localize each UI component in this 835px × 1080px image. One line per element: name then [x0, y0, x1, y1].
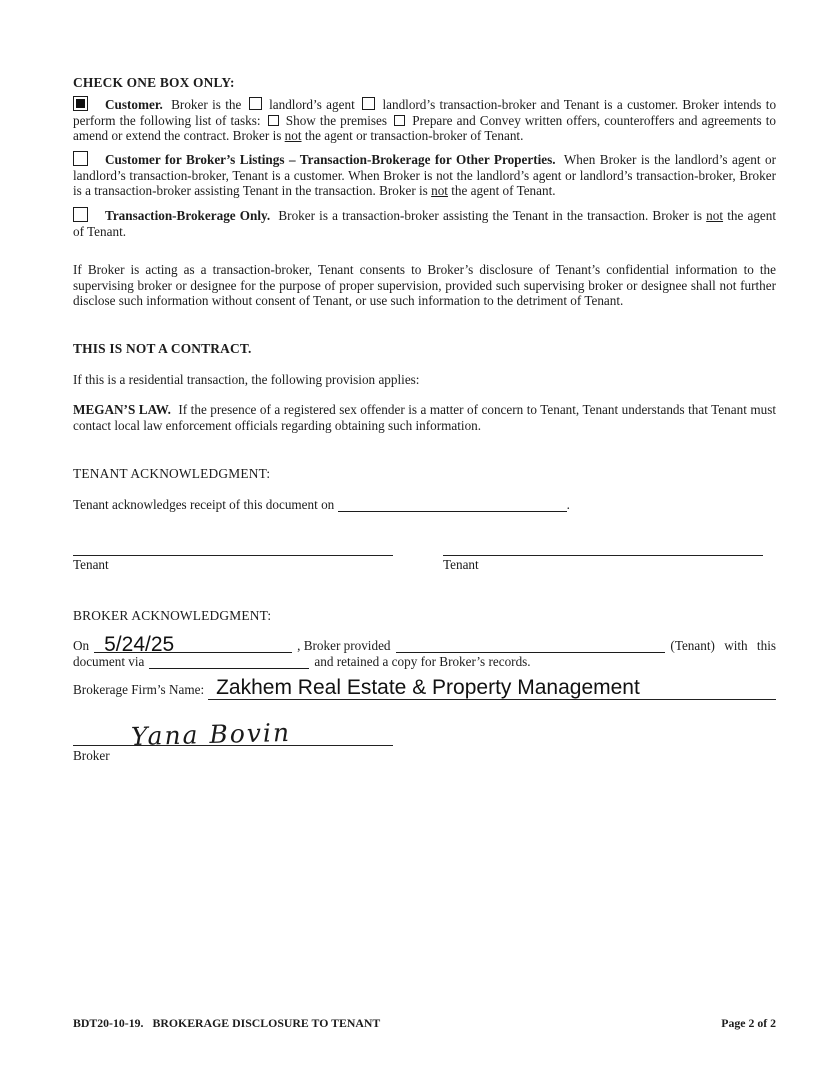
customer-listings-checkbox[interactable]: [73, 151, 88, 166]
text-segment: Show the premises: [285, 112, 388, 128]
underlined-not: not: [431, 183, 448, 198]
receipt-line: [73, 497, 776, 513]
document-via-line: [73, 654, 776, 670]
footer-form-title: BROKERAGE DISCLOSURE TO TENANT: [152, 1016, 381, 1030]
on-word: On: [73, 638, 90, 653]
text-segment: the agent of Tenant.: [451, 183, 556, 198]
broker-signature-block: [73, 710, 393, 764]
megans-law-label: MEGAN’S LAW.: [73, 402, 171, 417]
text-segment: Prepare and Convey written offers, counteroffers and agreements to amend or extend the contract. Broker is: [73, 112, 777, 143]
page-footer: [73, 1016, 776, 1031]
tenant-with-this-text: (Tenant) with this: [670, 638, 776, 653]
text-segment: landlord’s agent: [269, 97, 355, 112]
footer-page-number: Page 2 of 2: [721, 1016, 776, 1030]
footer-form-id: [73, 1016, 380, 1031]
not-a-contract-heading: THIS IS NOT A CONTRACT.: [73, 341, 252, 356]
broker-acknowledgment-heading: BROKER ACKNOWLEDGMENT:: [73, 608, 272, 623]
megans-law-paragraph: [73, 402, 776, 433]
option-customer-listings-paragraph: [73, 151, 776, 199]
brokerage-firm-row: [73, 676, 776, 700]
tenant-acknowledgment-heading: TENANT ACKNOWLEDGMENT:: [73, 466, 271, 481]
tenant-name-blank[interactable]: [396, 638, 666, 653]
footer-form-code: BDT20-10-19.: [73, 1016, 144, 1030]
broker-date-blank[interactable]: [94, 633, 292, 656]
option-transaction-only-label: Transaction-Brokerage Only.: [105, 208, 271, 223]
brokerage-firm-value[interactable]: Zakhem Real Estate & Property Management: [208, 676, 776, 700]
tenant-signature-label-2: Tenant: [443, 557, 479, 572]
landlords-transaction-broker-checkbox[interactable]: [362, 97, 375, 110]
delivery-method-blank[interactable]: [149, 654, 309, 669]
broker-signature-area[interactable]: [73, 710, 393, 752]
broker-date-value: 5/24/25: [104, 633, 175, 656]
broker-provided-text: , Broker provided: [297, 638, 391, 653]
transaction-only-checkbox[interactable]: [73, 207, 88, 222]
tenant-signature-line-2[interactable]: [443, 540, 763, 556]
option-transaction-only-paragraph: [73, 207, 776, 239]
consent-paragraph: If Broker is acting as a transaction-broker, Tenant consents to Broker’s disclosure of Tenant’s confidential information to the supervising broker or designee for the purpose of proper supervision, provided such supervising broker or designee shall not further disclose such information without consent of Tenant, or use such information to the detriment of Tenant.: [73, 262, 776, 308]
text-segment: Broker is the: [171, 97, 242, 112]
tenant-signature-label-1: Tenant: [73, 557, 109, 572]
brokerage-firm-label: Brokerage Firm’s Name:: [73, 682, 205, 697]
check-one-box-heading: CHECK ONE BOX ONLY:: [73, 75, 235, 90]
option-customer-label: Customer.: [105, 97, 163, 112]
text-segment: landlord’s transaction-broker and Tenant is a customer. Broker intends to perform the following list of tasks:: [73, 97, 777, 128]
underlined-not: not: [284, 128, 302, 143]
text-segment: the agent or transaction-broker of Tenant.: [304, 128, 524, 143]
broker-signature-value: Yana Bovin: [130, 717, 292, 752]
broker-signature-label: Broker: [73, 748, 110, 763]
customer-checkbox-checked[interactable]: [73, 96, 88, 111]
tenant-signature-line-1[interactable]: [73, 540, 393, 556]
text-segment: Broker is a transaction-broker assisting the Tenant in the transaction. Broker is: [278, 208, 702, 223]
residential-provision-line: If this is a residential transaction, the following provision applies:: [73, 372, 420, 387]
text-segment: When Broker is the landlord’s agent or landlord’s transaction-broker, Tenant is a customer. When Broker is not the landlord’s agent or landlord’s transaction-broker, Broker is a transaction-broker assisting Tenant in the transaction. Broker is: [73, 152, 776, 198]
retained-copy-text: and retained a copy for Broker’s records.: [314, 654, 531, 669]
underlined-not: not: [706, 208, 724, 223]
tenant-signature-row: [73, 540, 776, 573]
option-customer-paragraph: [73, 96, 776, 144]
tenant-signature-2: [443, 540, 763, 573]
option-customer-listings-label: Customer for Broker’s Listings – Transaction-Brokerage for Other Properties.: [105, 152, 556, 167]
prepare-convey-checkbox[interactable]: [394, 115, 405, 126]
text-segment: the agent of Tenant.: [73, 208, 777, 239]
text-segment: If the presence of a registered sex offender is a matter of concern to Tenant, Tenant understands that Tenant must contact local law enforcement officials regarding obtaining such information.: [73, 402, 777, 433]
receipt-text: Tenant acknowledges receipt of this document on: [73, 497, 335, 512]
document-via-text: document via: [73, 654, 145, 669]
tenant-signature-1: [73, 540, 393, 573]
receipt-period: .: [566, 497, 570, 512]
broker-date-line: [73, 633, 776, 656]
landlords-agent-checkbox[interactable]: [249, 97, 262, 110]
show-premises-checkbox[interactable]: [268, 115, 279, 126]
receipt-date-blank[interactable]: [338, 498, 567, 512]
